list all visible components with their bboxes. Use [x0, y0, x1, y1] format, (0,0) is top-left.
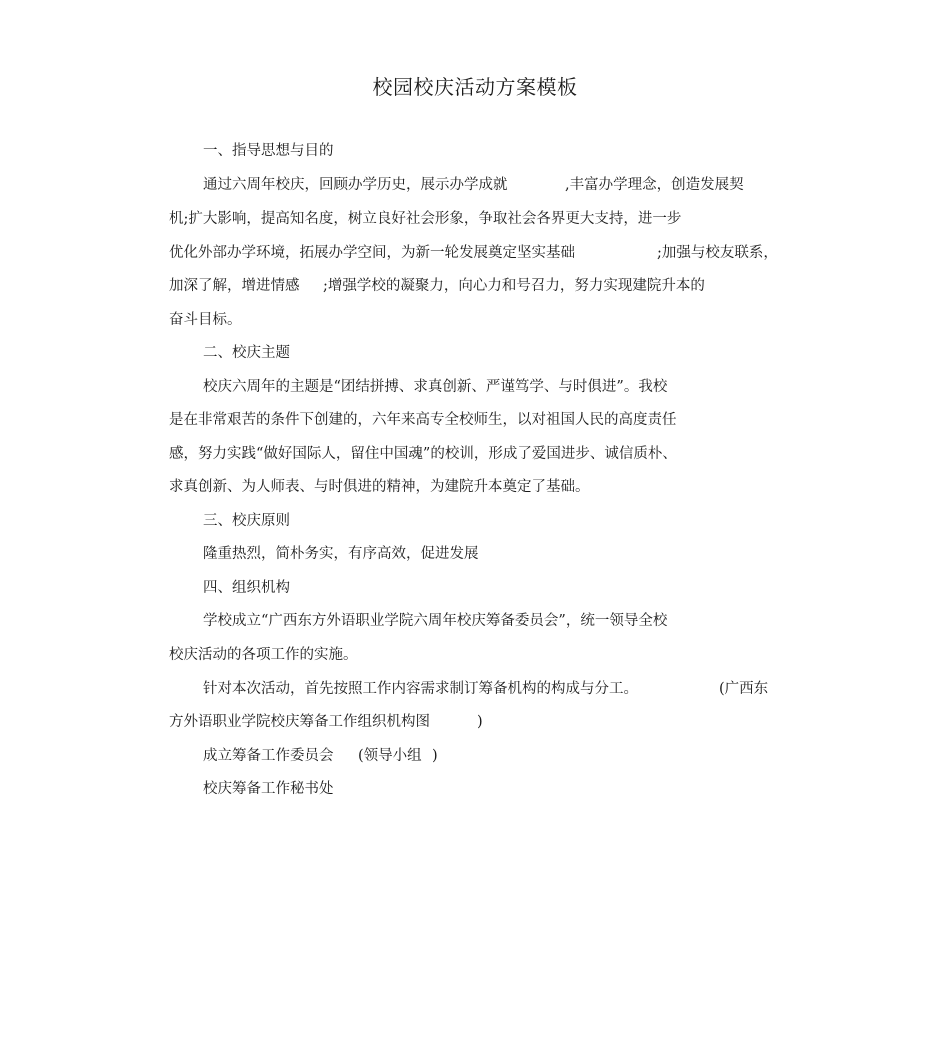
paragraph-2-line-1: 校庆六周年的主题是“团结拼搏、求真创新、严谨笃学、与时俱进”。我校	[203, 379, 668, 395]
paragraph-6-line-1a: 成立筹备工作委员会	[203, 748, 334, 764]
paragraph-1-line-3a: 优化外部办学环境，拓展办学空间，为新一轮发展奠定坚实基础	[169, 245, 575, 261]
paragraph-6-line-1c: )	[432, 748, 438, 764]
paragraph-1-line-5: 奋斗目标。	[169, 312, 242, 328]
section-heading-2: 二、校庆主题	[203, 345, 290, 361]
paragraph-2-line-3: 感，努力实践“做好国际人，留住中国魂”的校训，形成了爱国进步、诚信质朴、	[169, 446, 677, 462]
section-heading-3: 三、校庆原则	[203, 513, 290, 529]
paragraph-1-line-1b: ,丰富办学理念，创造发展契	[565, 177, 744, 193]
paragraph-4-line-1: 学校成立“广西东方外语职业学院六周年校庆筹备委员会”，统一领导全校	[203, 613, 668, 629]
section-heading-1: 一、指导思想与目的	[203, 143, 334, 159]
paragraph-6-line-1b: (领导小组	[358, 748, 422, 764]
paragraph-7-line-1: 校庆筹备工作秘书处	[203, 781, 334, 797]
section-heading-4: 四、组织机构	[203, 580, 290, 596]
paragraph-1-line-4a: 加深了解，增进情感	[169, 278, 300, 294]
document-title: 校园校庆活动方案模板	[372, 75, 578, 99]
paragraph-1-line-3b: ;加强与校友联系，	[657, 245, 778, 261]
paragraph-2-line-4: 求真创新、为人师表、与时俱进的精神，为建院升本奠定了基础。	[169, 479, 590, 495]
paragraph-5-line-2a: 方外语职业学院校庆筹备工作组织机构图	[169, 714, 430, 730]
paragraph-5-line-1b: (广西东	[719, 681, 769, 697]
paragraph-1-line-4b: ;增强学校的凝聚力，向心力和号召力，努力实现建院升本的	[323, 278, 705, 294]
paragraph-3-line-1: 隆重热烈，简朴务实，有序高效，促进发展	[203, 546, 479, 562]
paragraph-1-line-1a: 通过六周年校庆，回顾办学历史，展示办学成就	[203, 177, 508, 193]
paragraph-4-line-2: 校庆活动的各项工作的实施。	[169, 647, 358, 663]
paragraph-2-line-2: 是在非常艰苦的条件下创建的，六年来高专全校师生，以对祖国人民的高度责任	[169, 412, 677, 428]
paragraph-5-line-2b: )	[477, 714, 483, 730]
paragraph-5-line-1a: 针对本次活动，首先按照工作内容需求制订筹备机构的构成与分工。	[203, 681, 638, 697]
paragraph-1-line-2: 机;扩大影响，提高知名度，树立良好社会形象，争取社会各界更大支持，进一步	[169, 211, 682, 227]
